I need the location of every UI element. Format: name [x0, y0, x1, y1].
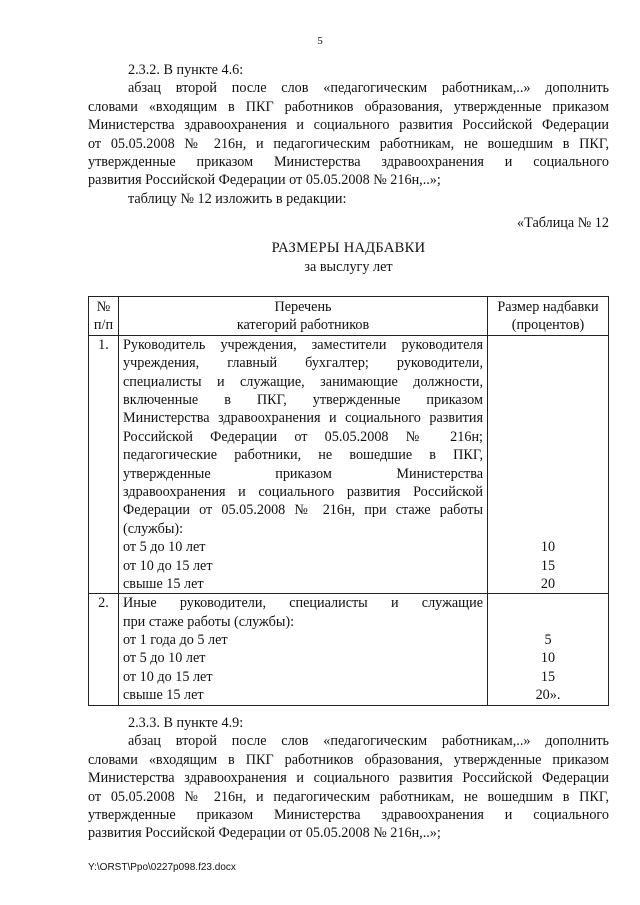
paragraph-line: от 05.05.2008 № 216н, и педагогическим работникам, не вошедшим в ПКГ,	[88, 788, 609, 805]
row-number: 1.	[89, 335, 119, 593]
paragraph-line: Министерства здравоохранения и социального развития Российской Федерации	[88, 117, 609, 134]
table-title: РАЗМЕРЫ НАДБАВКИ	[271, 240, 426, 256]
paragraph-line: абзац второй после слов «педагогическим работникам,..» дополнить	[128, 80, 609, 97]
table-row	[89, 335, 609, 593]
section-heading: 2.3.3. В пункте 4.9:	[128, 715, 244, 731]
period-label: от 10 до 15 лет	[123, 557, 213, 574]
row-number: 2.	[89, 594, 119, 705]
section-2-3-2	[88, 61, 609, 233]
section-2-3-3	[88, 714, 609, 843]
footer-file-path: Y:\ORST\Ppo\0227p098.f23.docx	[88, 862, 236, 873]
row-values	[488, 335, 609, 593]
row-category: Руководитель учреждения, заместители руководителя учреждения, главный бухгалтер; руководители, специалисты и служащие, занимающие должности, включенные в ПКГ, утвержденные приказом Министерства здравоохранения и социального развития Российской Федерации от 05.05.2008 № 216н; педагогические работники, не вошедшие в ПКГ, утвержденные приказом Министерства здравоохранения и социального развития Российской Федерации от 05.05.2008 № 216н, при стаже работы (службы): от 5 до 10 лет от 10 до 15 лет свыше 15 лет	[119, 335, 488, 593]
table-subtitle: за выслугу лет	[304, 259, 393, 275]
paragraph-line: развития Российской Федерации от 05.05.2008 № 216н,..»;	[88, 825, 441, 842]
paragraph-line: словами «входящим в ПКГ работников образования, утвержденные приказом	[88, 751, 609, 768]
period-label: свыше 15 лет	[123, 687, 204, 704]
table-instruction: таблицу № 12 изложить в редакции:	[128, 190, 347, 207]
paragraph-line: абзац второй после слов «педагогическим работникам,..» дополнить	[128, 733, 609, 750]
bonus-value: 10	[540, 650, 556, 667]
bonus-value: 15	[540, 668, 556, 685]
table-header-row	[89, 297, 609, 336]
period-label: от 5 до 10 лет	[123, 650, 206, 667]
table-label: «Таблица № 12	[517, 215, 609, 232]
header-num: № п/п	[89, 297, 119, 336]
bonus-table	[88, 296, 609, 706]
row-category: Иные руководители, специалисты и служащие при стаже работы (службы): от 1 года до 5 лет от 5 до 10 лет от 10 до 15 лет свыше 15 лет	[119, 594, 488, 705]
table-row	[89, 594, 609, 705]
paragraph-line: Министерства здравоохранения и социального развития Российской Федерации	[88, 770, 609, 787]
bonus-value: 20».	[535, 687, 561, 704]
period-label: от 1 года до 5 лет	[123, 632, 228, 649]
paragraph-line: утвержденные приказом Министерства здравоохранения и социального	[88, 807, 609, 824]
section-heading: 2.3.2. В пункте 4.6:	[128, 62, 244, 78]
bonus-value: 15	[540, 557, 556, 574]
paragraph-line: от 05.05.2008 № 216н, и педагогическим работникам, не вошедшим в ПКГ,	[88, 135, 609, 152]
bonus-value: 20	[540, 575, 556, 592]
row-values	[488, 594, 609, 705]
header-categories: Перечень категорий работников	[119, 297, 488, 336]
period-label: от 10 до 15 лет	[123, 668, 213, 685]
bonus-value: 10	[540, 539, 556, 556]
period-label: от 5 до 10 лет	[123, 539, 206, 556]
period-label: свыше 15 лет	[123, 575, 204, 592]
header-bonus-size: Размер надбавки (процентов)	[488, 297, 609, 336]
paragraph-line: утвержденные приказом Министерства здравоохранения и социального	[88, 154, 609, 171]
bonus-value: 5	[544, 632, 552, 649]
page-number: 5	[317, 35, 323, 47]
paragraph-line: словами «входящим в ПКГ работников образования, утвержденные приказом	[88, 98, 609, 115]
paragraph-line: развития Российской Федерации от 05.05.2008 № 216н,..»;	[88, 172, 441, 189]
